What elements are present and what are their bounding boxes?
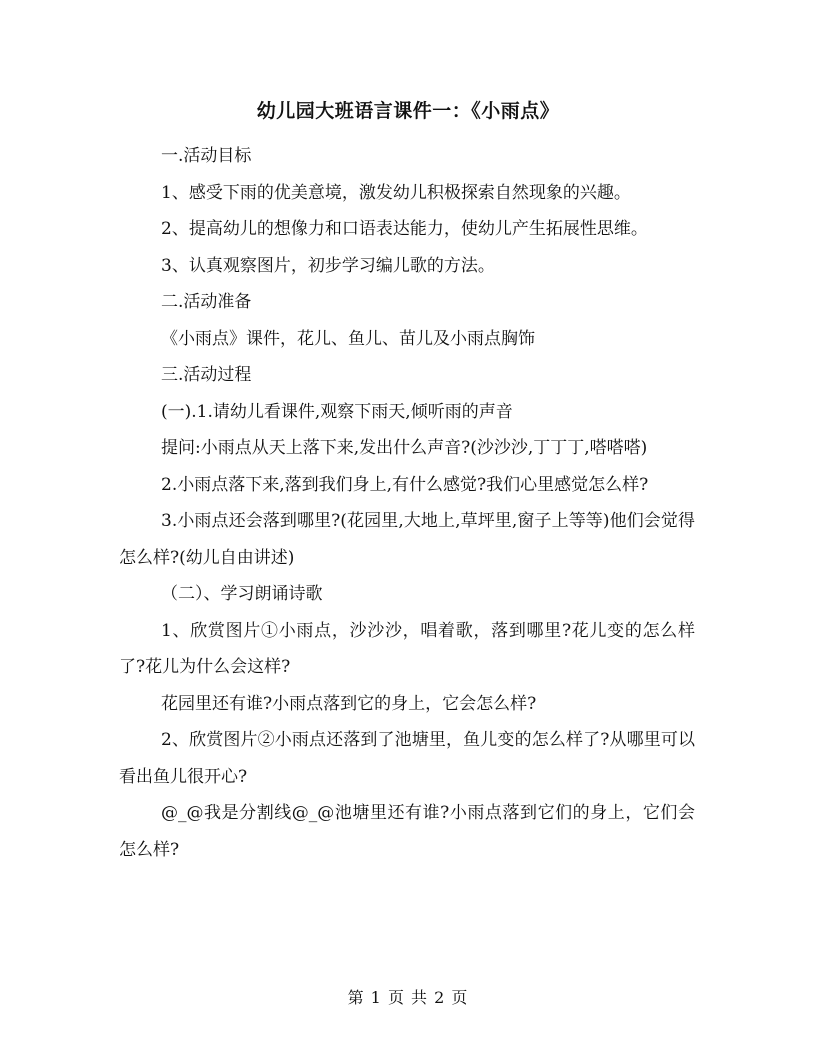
poem-step-1: 1、欣赏图片①小雨点，沙沙沙，唱着歌，落到哪里?花儿变的怎么样了?花儿为什么会这样? xyxy=(119,620,695,677)
preparation-text: 《小雨点》课件，花儿、鱼儿、苗儿及小雨点胸饰 xyxy=(161,328,535,349)
document-title: 幼儿园大班语言课件一：《小雨点》 xyxy=(256,100,560,122)
goal-item-3: 3、认真观察图片，初步学习编儿歌的方法。 xyxy=(161,255,495,276)
poem-step-2-followup: @_@我是分割线@_@池塘里还有谁?小雨点落到它们的身上，它们会怎么样? xyxy=(119,803,695,860)
process-step-1: (一).1.请幼儿看课件,观察下雨天,倾听雨的声音 xyxy=(161,401,513,422)
goal-item-1: 1、感受下雨的优美意境，激发幼儿积极探索自然现象的兴趣。 xyxy=(161,182,631,203)
process-step-3: 3.小雨点还会落到哪里?(花园里,大地上,草坪里,窗子上等等)他们会觉得怎么样?(幼儿自由讲述) xyxy=(119,511,695,568)
subsection-heading-poem: （二）、学习朗诵诗歌 xyxy=(161,584,323,604)
document-body xyxy=(119,138,695,868)
page-number-footer: 第 1 页 共 2 页 xyxy=(347,988,469,1007)
poem-step-1-followup: 花园里还有谁?小雨点落到它的身上，它会怎么样? xyxy=(161,693,537,714)
goal-item-2: 2、提高幼儿的想像力和口语表达能力，使幼儿产生拓展性思维。 xyxy=(161,219,648,239)
process-question: 提问:小雨点从天上落下来,发出什么声音?(沙沙沙,丁丁丁,嗒嗒嗒) xyxy=(161,438,648,458)
section-heading-goals: 一.活动目标 xyxy=(161,146,252,166)
process-step-2: 2.小雨点落下来,落到我们身上,有什么感觉?我们心里感觉怎么样? xyxy=(161,474,649,495)
section-heading-process: 三.活动过程 xyxy=(161,365,252,385)
poem-step-2: 2、欣赏图片②小雨点还落到了池塘里，鱼儿变的怎么样了?从哪里可以看出鱼儿很开心? xyxy=(119,730,695,787)
section-heading-preparation: 二.活动准备 xyxy=(161,292,252,312)
